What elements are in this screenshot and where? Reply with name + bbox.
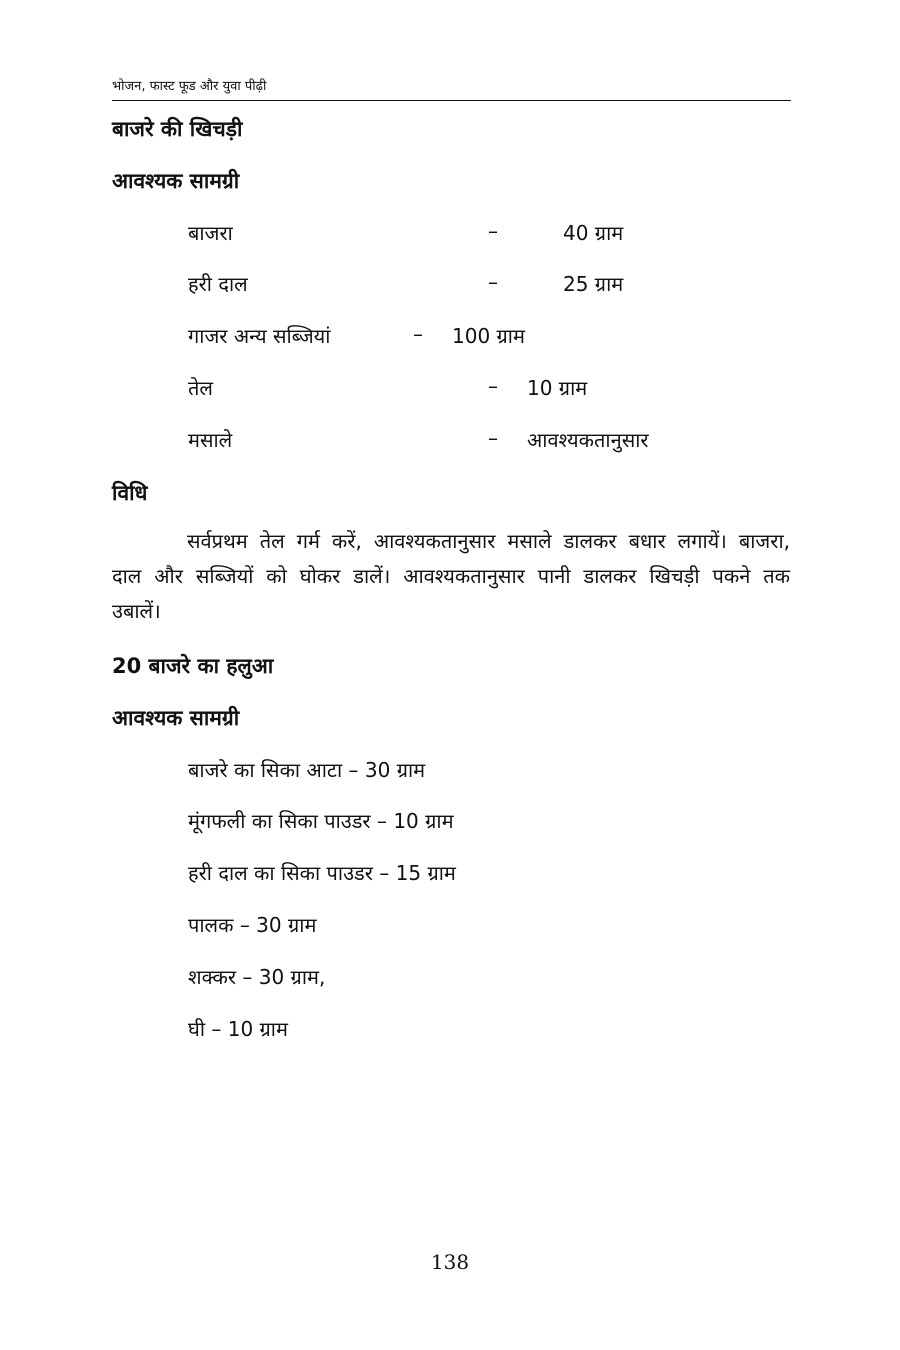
ingredient-dash: –	[488, 374, 498, 398]
ingredient-line: घी – 10 ग्राम	[188, 1017, 288, 1041]
method-paragraph: सर्वप्रथम तेल गर्म करें, आवश्यकतानुसार मसाले डालकर बधार लगायें। बाजरा, दाल और सब्जियों को घोकर डालें। आवश्यकतानुसार पानी डालकर खिचड़ी पकने तक उबालें।	[112, 529, 790, 623]
ingredient-dash: –	[488, 270, 498, 294]
ingredient-name: हरी दाल	[188, 272, 248, 296]
ingredient-name: गाजर अन्य सब्जियां	[188, 324, 331, 348]
ingredients-heading: आवश्यक सामग्री	[112, 706, 240, 730]
ingredient-line: शक्कर – 30 ग्राम,	[188, 965, 326, 989]
ingredient-quantity: 40 ग्राम	[563, 221, 624, 245]
method-heading: विधि	[112, 481, 148, 505]
recipe-title-bajre-ka-halua: 20 बाजरे का हलुआ	[112, 654, 274, 678]
ingredients-heading: आवश्यक सामग्री	[112, 169, 240, 193]
ingredient-dash: –	[488, 426, 498, 450]
ingredient-quantity: आवश्यकतानुसार	[527, 428, 649, 452]
ingredient-quantity: 100 ग्राम	[452, 324, 525, 348]
ingredient-line: बाजरे का सिका आटा – 30 ग्राम	[188, 758, 426, 782]
ingredient-line: मूंगफली का सिका पाउडर – 10 ग्राम	[188, 809, 454, 833]
ingredient-name: तेल	[188, 376, 213, 400]
recipe-title-bajre-ki-khichdi: बाजरे की खिचड़ी	[112, 117, 243, 141]
ingredient-name: बाजरा	[188, 221, 233, 245]
page-number: 138	[430, 1250, 470, 1274]
ingredient-name: मसाले	[188, 428, 233, 452]
ingredient-line: हरी दाल का सिका पाउडर – 15 ग्राम	[188, 861, 456, 885]
ingredient-dash: –	[413, 322, 423, 346]
ingredient-line: पालक – 30 ग्राम	[188, 913, 317, 937]
ingredient-dash: –	[488, 219, 498, 243]
header-divider	[112, 100, 791, 101]
running-header: भोजन, फास्ट फूड और युवा पीढ़ी	[112, 79, 267, 94]
ingredient-quantity: 10 ग्राम	[527, 376, 588, 400]
ingredient-quantity: 25 ग्राम	[563, 272, 624, 296]
